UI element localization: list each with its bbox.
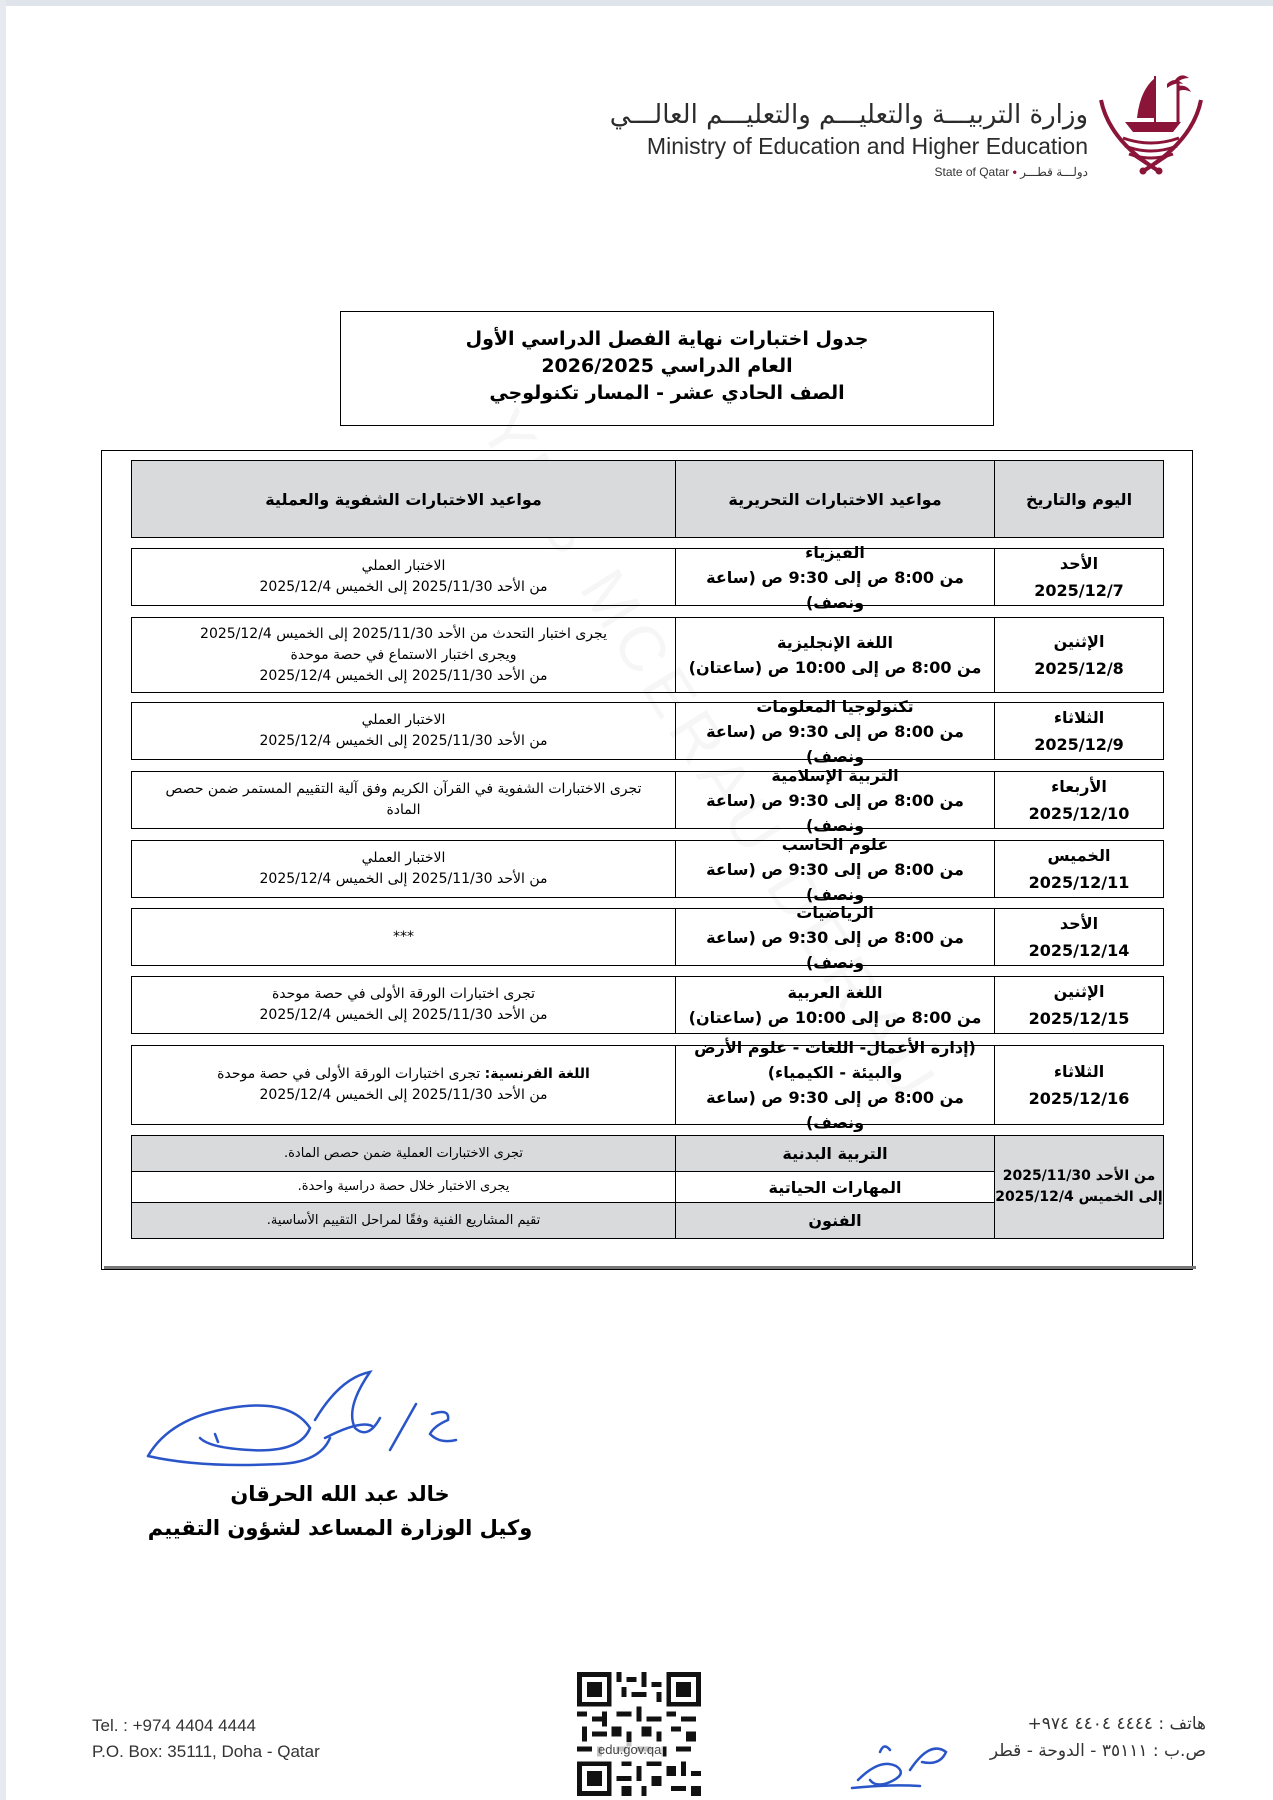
header-day-date: اليوم والتاريخ — [994, 460, 1164, 538]
po-box-arabic: ص.ب : ٣٥١١١ - الدوحة - قطر — [989, 1741, 1206, 1761]
state-line: State of Qatar • دولـــة قطـــر — [934, 165, 1088, 179]
day-cell — [994, 976, 1164, 1034]
written-cell — [675, 542, 995, 612]
oral-line-1: الاختبار العملي — [361, 558, 446, 574]
written-cell — [675, 696, 995, 766]
signatory-title: وكيل الوزارة المساعد لشؤون التقييم — [147, 1516, 533, 1540]
oral-cell — [131, 840, 676, 898]
written-cell — [675, 834, 995, 904]
day-name: الثلاثاء — [1053, 708, 1105, 727]
exam-time: من 8:00 ص إلى 10:00 ص (ساعتان) — [688, 658, 982, 677]
oral-line-1: *** — [393, 928, 414, 945]
oral-cell — [131, 548, 676, 606]
oral-cell — [131, 771, 676, 829]
day-cell — [994, 617, 1164, 693]
day-date: 2025/12/7 — [1034, 581, 1124, 600]
day-name: الثلاثاء — [1053, 1062, 1105, 1081]
exam-time: من 8:00 ص إلى 9:30 ص (ساعة ونصف) — [706, 927, 964, 972]
exam-time: من 8:00 ص إلى 9:30 ص (ساعة ونصف) — [706, 1088, 964, 1132]
extra-subject: المهارات الحياتية — [675, 1171, 995, 1203]
day-name: الأربعاء — [1051, 777, 1107, 796]
day-name: الإثنين — [1053, 982, 1105, 1001]
day-date: 2025/12/9 — [1034, 735, 1124, 754]
subject-name: الرياضيات — [796, 902, 874, 922]
subject-name: الفيزياء — [805, 542, 865, 562]
ministry-name-arabic: وزارة التربيـــة والتعليـــم والتعليـــم العالـــي — [609, 100, 1088, 130]
subject-name: علوم الحاسب — [781, 834, 889, 854]
written-cell — [675, 617, 995, 693]
extra-note: تجرى الاختبارات العملية ضمن حصص المادة. — [131, 1135, 676, 1172]
extra-subject: الفنون — [675, 1202, 995, 1239]
oral-line-3: من الأحد 2025/11/30 إلى الخميس 2025/12/4 — [259, 667, 548, 684]
subject-name: تكنولوجيا المعلومات — [756, 696, 914, 716]
day-date: 2025/12/8 — [1034, 659, 1124, 678]
day-cell — [994, 1045, 1164, 1125]
written-cell — [675, 765, 995, 835]
title-line-3: الصف الحادي عشر - المسار تكنولوجي — [489, 382, 845, 404]
subject-name-continued: والبيئة - الكيمياء) — [767, 1063, 903, 1082]
extra-note: يجرى الاختبار خلال حصة دراسية واحدة. — [131, 1171, 676, 1203]
day-date: 2025/12/14 — [1028, 941, 1130, 960]
header-oral-exams: مواعيد الاختبارات الشفوية والعملية — [131, 460, 676, 538]
qr-url: edu.gov.qa — [598, 1742, 662, 1757]
oral-cell — [131, 976, 676, 1034]
oral-line-1: تجرى اختبارات الورقة الأولى في حصة موحدة — [271, 986, 536, 1002]
oral-bold-label: اللغة الفرنسية: — [484, 1066, 590, 1082]
oral-cell — [131, 617, 676, 693]
oral-cell — [131, 908, 676, 966]
day-date: 2025/12/16 — [1028, 1089, 1130, 1108]
oral-cell — [131, 1045, 676, 1125]
telephone-english: Tel. : +974 4404 4444 — [92, 1716, 256, 1735]
oral-line-3: من الأحد 2025/11/30 إلى الخميس 2025/12/4 — [259, 579, 548, 595]
oral-line-3: من الأحد 2025/11/30 إلى الخميس 2025/12/4 — [259, 733, 548, 749]
subject-name: اللغة الإنجليزية — [777, 633, 893, 652]
oral-cell — [131, 702, 676, 760]
written-cell — [675, 976, 995, 1034]
ministry-name-english: Ministry of Education and Higher Education — [646, 133, 1088, 159]
day-cell — [994, 908, 1164, 966]
written-cell — [675, 902, 995, 972]
day-name: الأحد — [1059, 554, 1099, 573]
signature-graphic — [140, 1368, 480, 1478]
header-written-exams: مواعيد الاختبارات التحريرية — [675, 460, 995, 538]
po-box-english: P.O. Box: 35111, Doha - Qatar — [92, 1742, 320, 1761]
extra-note: تقيم المشاريع الفنية وفقًا لمراحل التقييم الأساسية. — [131, 1202, 676, 1239]
range-end: إلى الخميس 2025/12/4 — [995, 1189, 1163, 1205]
day-cell — [994, 702, 1164, 760]
schedule-title-box — [340, 311, 994, 426]
page-edge-left — [0, 0, 6, 1800]
exam-time: من 8:00 ص إلى 10:00 ص (ساعتان) — [688, 1008, 982, 1027]
range-start: من الأحد 2025/11/30 — [1002, 1168, 1156, 1184]
day-date: 2025/12/11 — [1028, 873, 1130, 892]
frame-shadow — [104, 1266, 1196, 1269]
telephone-arabic: هاتف : ٤٤٤٤ ٤٤٠٤ ٩٧٤+ — [1027, 1714, 1206, 1734]
exam-time: من 8:00 ص إلى 9:30 ص (ساعة ونصف) — [706, 859, 964, 904]
state-english: State of Qatar — [934, 165, 1010, 179]
oral-line-2: ويجرى اختبار الاستماع في حصة موحدة — [290, 646, 517, 663]
qatar-emblem-icon — [1095, 70, 1207, 185]
day-cell — [994, 840, 1164, 898]
title-line-1: جدول اختبارات نهاية الفصل الدراسي الأول — [465, 328, 869, 350]
day-cell — [994, 771, 1164, 829]
page-edge-top — [0, 0, 1273, 6]
subject-name: التربية الإسلامية — [771, 765, 899, 785]
day-date: 2025/12/15 — [1028, 1009, 1130, 1028]
oral-line-1: تجرى الاختبارات الشفوية في القرآن الكريم وفق آلية التقييم المستمر ضمن حصص — [165, 781, 642, 797]
day-cell — [994, 548, 1164, 606]
subject-name: (إدارة الأعمال- اللغات - علوم الأرض — [694, 1038, 976, 1057]
day-name: الخميس — [1047, 846, 1111, 865]
written-cell — [675, 1038, 995, 1132]
state-arabic: دولـــة قطـــر — [1020, 165, 1088, 179]
extra-subject: التربية البدنية — [675, 1135, 995, 1172]
oral-line-3: من الأحد 2025/11/30 إلى الخميس 2025/12/4 — [259, 1087, 548, 1103]
day-date: 2025/12/10 — [1028, 804, 1130, 823]
range-cell — [994, 1135, 1164, 1239]
qr-code-icon — [577, 1672, 701, 1796]
oral-line-1: تجرى اختبارات الورقة الأولى في حصة موحدة — [217, 1066, 481, 1082]
oral-line-2: المادة — [386, 802, 421, 818]
oral-line-1-wrap — [217, 1064, 590, 1085]
subject-name: اللغة العربية — [787, 983, 883, 1002]
oral-line-1: الاختبار العملي — [361, 712, 446, 728]
exam-time: من 8:00 ص إلى 9:30 ص (ساعة ونصف) — [706, 567, 964, 612]
signatory-name: خالد عبد الله الحرقان — [230, 1482, 450, 1506]
exam-time: من 8:00 ص إلى 9:30 ص (ساعة ونصف) — [706, 721, 964, 766]
title-line-2: العام الدراسي 2026/2025 — [541, 355, 793, 377]
oral-line-1: الاختبار العملي — [361, 850, 446, 866]
day-name: الإثنين — [1053, 632, 1105, 651]
day-name: الأحد — [1059, 914, 1099, 933]
oral-line-1: يجرى اختبار التحدث من الأحد 2025/11/30 إلى الخميس 2025/12/4 — [200, 625, 607, 642]
oral-line-3: من الأحد 2025/11/30 إلى الخميس 2025/12/4 — [259, 1007, 548, 1023]
oral-line-3: من الأحد 2025/11/30 إلى الخميس 2025/12/4 — [259, 871, 548, 887]
exam-time: من 8:00 ص إلى 9:30 ص (ساعة ونصف) — [706, 790, 964, 835]
